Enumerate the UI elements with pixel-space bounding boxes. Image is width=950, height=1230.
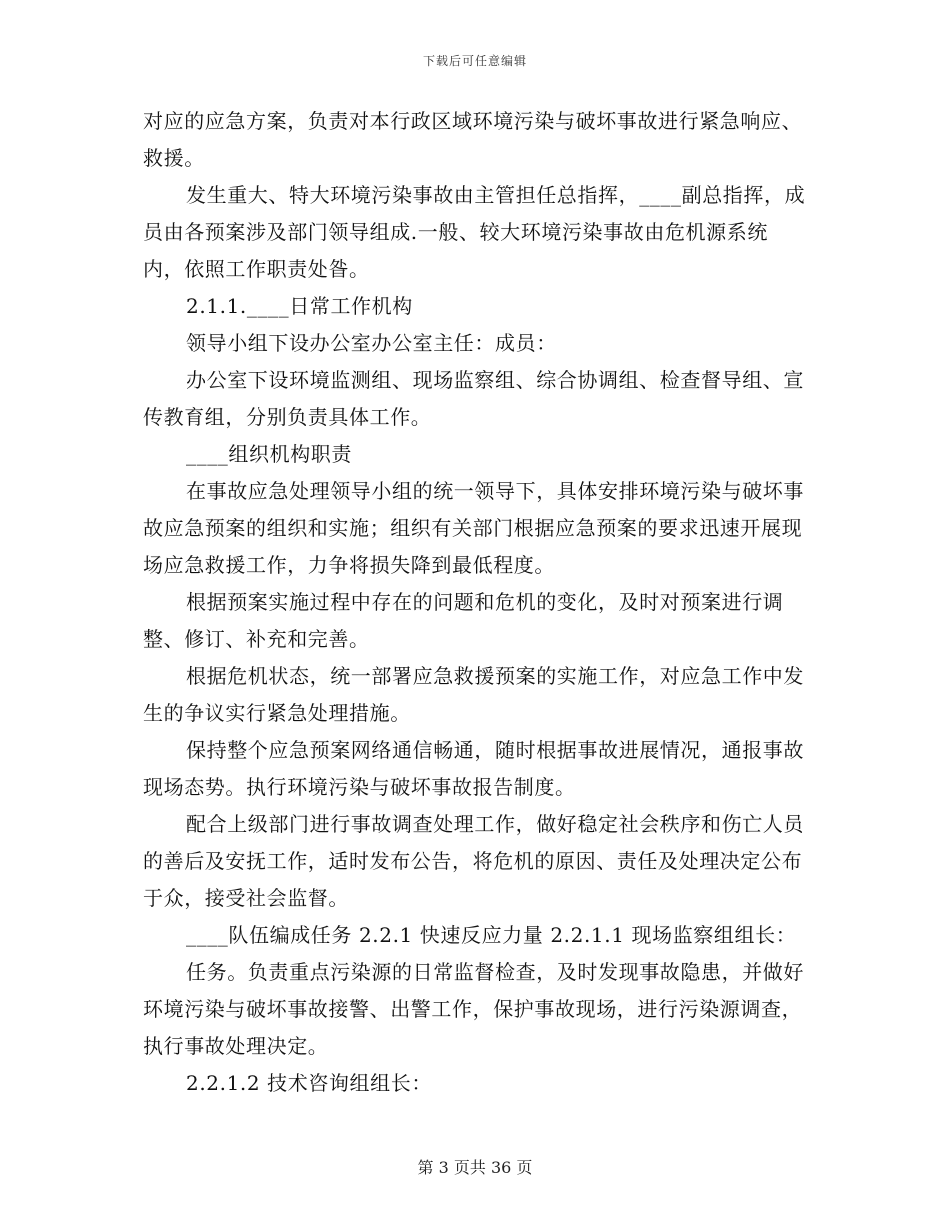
- paragraph-duty-1: 在事故应急处理领导小组的统一领导下，具体安排环境污染与破坏事故应急预案的组织和实施；组织有关部门根据应急预案的要求迅速开展现场应急救援工作，力争将损失降到最低程度。: [143, 479, 804, 577]
- section-heading-tech-consult: 2.2.1.2 技术咨询组组长：: [186, 1071, 432, 1095]
- paragraph-response: 对应的应急方案，负责对本行政区域环境污染与破坏事故进行紧急响应、救援。: [143, 109, 803, 170]
- page-header: 下载后可任意编辑: [422, 54, 527, 68]
- section-heading-duties: ____组织机构职责: [186, 442, 352, 466]
- paragraph-inspection-task: 任务。负责重点污染源的日常监督检查，及时发现事故隐患，并做好环境污染与破坏事故接警、出警工作，保护事故现场，进行污染源调查，执行事故处理决定。: [143, 960, 804, 1058]
- paragraph-duty-5: 配合上级部门进行事故调查处理工作，做好稳定社会秩序和伤亡人员的善后及安抚工作，适时发布公告，将危机的原因、责任及处理决定公布于众，接受社会监督。: [143, 812, 804, 910]
- paragraph-office-groups: 办公室下设环境监测组、现场监察组、综合协调组、检查督导组、宣传教育组，分别负责具体工作。: [143, 368, 804, 429]
- paragraph-duty-3: 根据危机状态，统一部署应急救援预案的实施工作，对应急工作中发生的争议实行紧急处理措施。: [143, 664, 804, 725]
- paragraph-duty-4: 保持整个应急预案网络通信畅通，随时根据事故进展情况，通报事故现场态势。执行环境污染与破坏事故报告制度。: [143, 738, 804, 799]
- page-number: 第 3 页共 36 页: [417, 1158, 533, 1177]
- section-heading-daily-office: 2.1.1.____日常工作机构: [186, 294, 413, 318]
- paragraph-command: 发生重大、特大环境污染事故由主管担任总指挥，____副总指挥，成员由各预案涉及部门领导组成.一般、较大环境污染事故由危机源系统内，依照工作职责处昝。: [143, 183, 806, 281]
- document-body: [143, 103, 808, 1102]
- paragraph-duty-2: 根据预案实施过程中存在的问题和危机的变化，及时对预案进行调整、修订、补充和完善。: [143, 590, 784, 651]
- section-heading-team-tasks: ____队伍编成任务 2.2.1 快速反应力量 2.2.1.1 现场监察组组长：: [186, 923, 797, 947]
- paragraph-office-director: 领导小组下设办公室办公室主任：成员：: [186, 331, 557, 355]
